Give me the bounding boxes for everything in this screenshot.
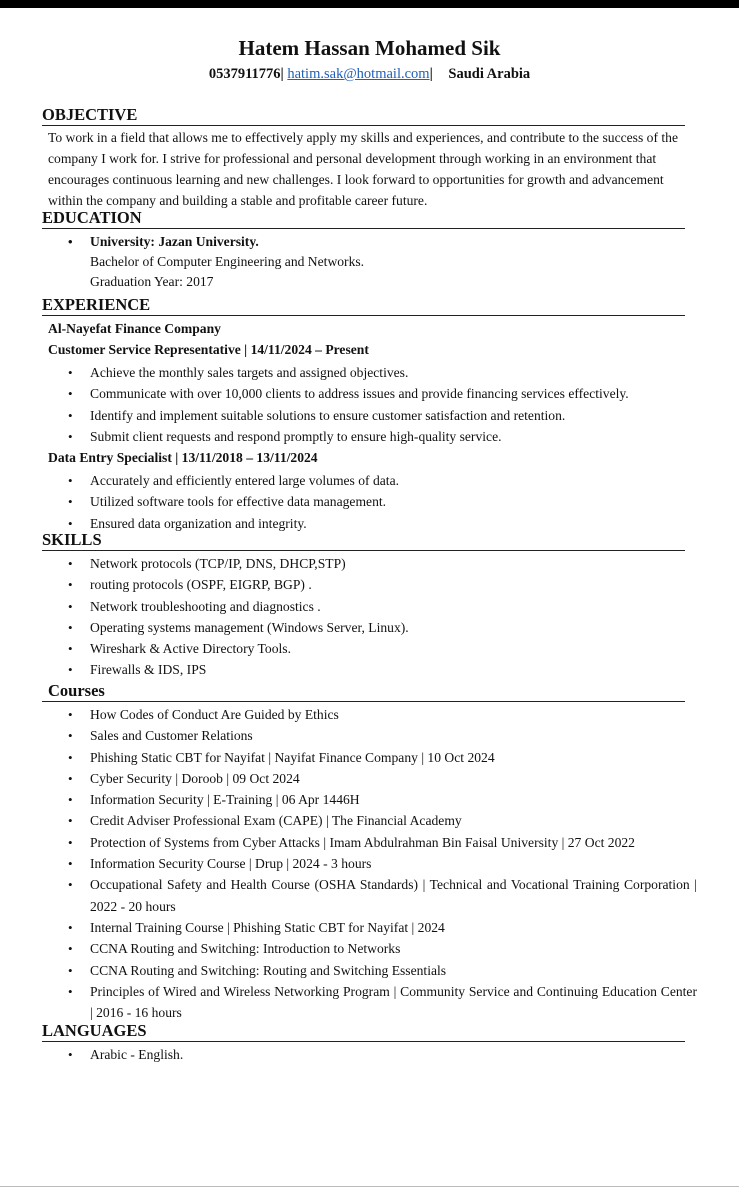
- course-item: • Cyber Security | Doroob | 09 Oct 2024: [42, 768, 697, 789]
- education-university: • University: Jazan University.: [42, 231, 685, 252]
- job-title-1: Customer Service Representative | 14/11/2024 – Present: [48, 342, 369, 357]
- courses-section: [42, 681, 697, 1023]
- email-link[interactable]: hatim.sak@hotmail.com: [287, 66, 430, 82]
- course-item: • CCNA Routing and Switching: Routing and Switching Essentials: [42, 960, 697, 981]
- phone-number: 0537911776|: [208, 66, 284, 82]
- duty-item: • Utilized software tools for effective data management.: [42, 491, 685, 512]
- courses-list: [42, 704, 697, 1023]
- duty-item: • Accurately and efficiently entered large volumes of data.: [42, 470, 685, 491]
- course-item: • Information Security | E-Training | 06 Apr 1446H: [42, 789, 697, 810]
- languages-section: [42, 1021, 685, 1065]
- duty-item: • Submit client requests and respond promptly to ensure high-quality service.: [42, 426, 685, 447]
- duty-item: • Ensured data organization and integrity.: [42, 513, 685, 534]
- skill-item: • Operating systems management (Windows Server, Linux).: [42, 617, 685, 638]
- education-list: [42, 231, 685, 252]
- skills-heading: SKILLS: [42, 530, 685, 551]
- course-item: • Occupational Safety and Health Course (OSHA Standards) | Technical and Vocational Training Corporation | 2022 - 20 hours: [42, 874, 697, 917]
- job-2-duties: [42, 470, 685, 534]
- objective-text: To work in a field that allows me to effectively apply my skills and experiences, and contribute to the success of the company I work for. I strive for professional and personal development through working in an environment that encourages continuous learning and new challenges. I look forward to opportunities for growth and advancement within the company and building a stable and profitable career future.: [48, 130, 678, 208]
- language-item: • Arabic - English.: [42, 1044, 685, 1065]
- course-item: • Sales and Customer Relations: [42, 725, 697, 746]
- skill-item: • Network protocols (TCP/IP, DNS, DHCP,STP): [42, 553, 685, 574]
- contact-separator: |: [429, 66, 433, 82]
- skills-section: [42, 530, 685, 681]
- courses-heading: Courses: [42, 681, 685, 702]
- resume-header: [0, 34, 739, 85]
- course-item: • Credit Adviser Professional Exam (CAPE) | The Financial Academy: [42, 810, 697, 831]
- course-item: • Phishing Static CBT for Nayifat | Nayifat Finance Company | 10 Oct 2024: [42, 747, 697, 768]
- languages-list: [42, 1044, 685, 1065]
- skill-item: • routing protocols (OSPF, EIGRP, BGP) .: [42, 574, 685, 595]
- experience-section: [42, 295, 685, 534]
- skills-list: [42, 553, 685, 681]
- company-name: Al-Nayefat Finance Company: [48, 321, 221, 336]
- duty-item: • Communicate with over 10,000 clients to address issues and provide financing services effectively.: [42, 383, 685, 404]
- education-graduation: Graduation Year: 2017: [90, 274, 214, 290]
- course-item: • CCNA Routing and Switching: Introduction to Networks: [42, 938, 697, 959]
- objective-heading: OBJECTIVE: [42, 105, 685, 126]
- job-1-duties: [42, 362, 685, 447]
- languages-heading: LANGUAGES: [42, 1021, 685, 1042]
- course-item: • Protection of Systems from Cyber Attacks | Imam Abdulrahman Bin Faisal University | 27 Oct 2022: [42, 832, 697, 853]
- course-item: • Information Security Course | Drup | 2024 - 3 hours: [42, 853, 697, 874]
- skill-item: • Network troubleshooting and diagnostics .: [42, 596, 685, 617]
- course-item: • Principles of Wired and Wireless Networking Program | Community Service and Continuing Education Center | 2016 - 16 hours: [42, 981, 697, 1024]
- skill-item: • Firewalls & IDS, IPS: [42, 659, 685, 680]
- duty-item: • Achieve the monthly sales targets and assigned objectives.: [42, 362, 685, 383]
- contact-line: [0, 63, 739, 85]
- course-item: • Internal Training Course | Phishing Static CBT for Nayifat | 2024: [42, 917, 697, 938]
- candidate-name: Hatem Hassan Mohamed Sik: [238, 36, 501, 60]
- page-bottom-edge: [0, 1186, 739, 1187]
- skill-item: • Wireshark & Active Directory Tools.: [42, 638, 685, 659]
- job-title-2: Data Entry Specialist | 13/11/2018 – 13/11/2024: [48, 450, 318, 466]
- duty-item: • Identify and implement suitable solutions to ensure customer satisfaction and retention.: [42, 405, 685, 426]
- country: Saudi Arabia: [448, 66, 531, 82]
- experience-heading: EXPERIENCE: [42, 295, 685, 316]
- education-heading: EDUCATION: [42, 208, 685, 229]
- education-degree: Bachelor of Computer Engineering and Networks.: [90, 254, 365, 270]
- course-item: • How Codes of Conduct Are Guided by Ethics: [42, 704, 697, 725]
- top-border-bar: [0, 0, 739, 8]
- objective-section: [42, 105, 685, 211]
- education-section: [42, 208, 685, 292]
